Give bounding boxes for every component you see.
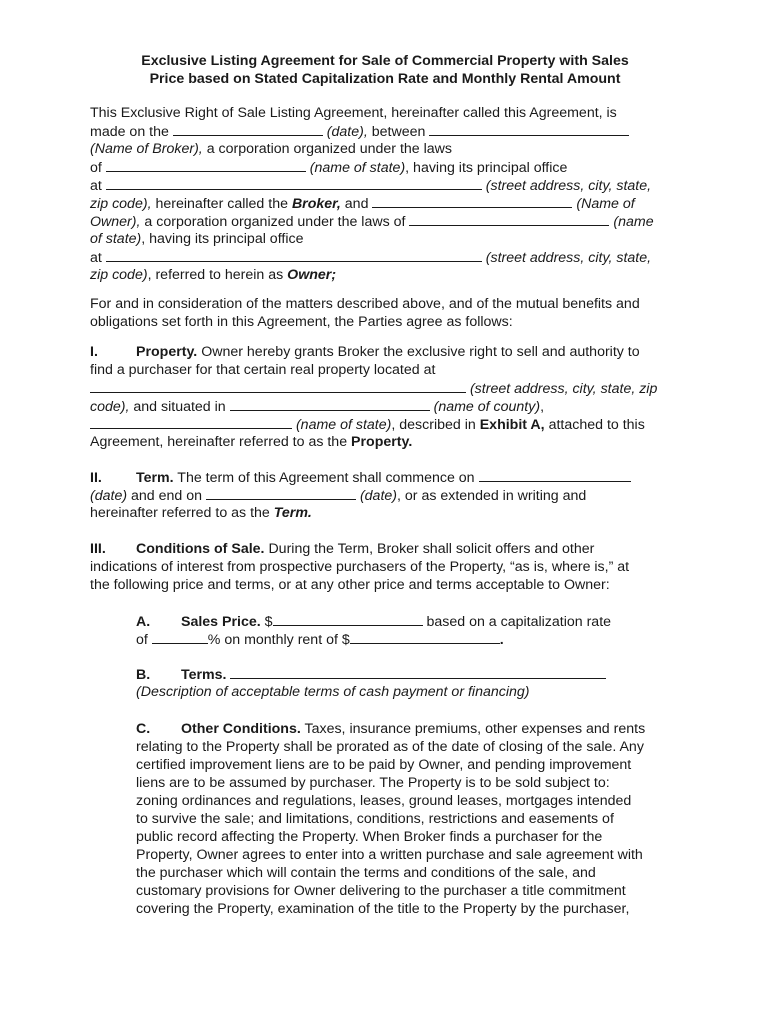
- intro-text: of state): [90, 231, 142, 247]
- subsection-heading: Other Conditions.: [181, 721, 301, 737]
- section-text: code),: [90, 399, 130, 415]
- section-text: (name of county): [433, 399, 541, 415]
- title-line-2: Price based on Stated Capitalization Rate and Monthly Rental Amount: [149, 71, 621, 87]
- section-text: During the Term, Broker shall solicit offers and other: [268, 541, 595, 557]
- intro-paragraph: [90, 104, 680, 284]
- subsection-text: (Description of acceptable terms of cash payment or financing): [136, 684, 530, 700]
- subsection-text: Taxes, insurance premiums, other expenses and rents: [304, 721, 646, 737]
- section-text: (date): [359, 488, 397, 504]
- section-number: I.: [90, 344, 98, 360]
- intro-text: (Name of Broker),: [90, 141, 203, 157]
- terms-blank[interactable]: [230, 665, 606, 679]
- intro-text: Owner),: [90, 214, 141, 230]
- broker-name-blank[interactable]: [429, 122, 629, 136]
- intro-text: (street address, city, state,: [485, 178, 652, 194]
- intro-text: (name: [613, 214, 654, 230]
- monthly-rent-blank[interactable]: [350, 630, 500, 644]
- subsection-heading: Sales Price.: [181, 614, 261, 630]
- section-text: and end on: [131, 488, 203, 504]
- date-blank[interactable]: [173, 122, 323, 136]
- intro-text: zip code),: [90, 196, 152, 212]
- subsection-text: to survive the sale; and limitations, conditions, restrictions and easements of: [136, 811, 614, 827]
- intro-text: at: [90, 250, 102, 266]
- broker-state-blank[interactable]: [106, 158, 306, 172]
- section-text: , described in: [391, 417, 476, 433]
- subsection-text: based on a capitalization rate: [426, 614, 612, 630]
- start-date-blank[interactable]: [479, 468, 631, 482]
- intro-text: (Name of: [576, 196, 635, 212]
- consideration-text: obligations set forth in this Agreement, the Parties agree as follows:: [90, 314, 513, 330]
- subsection-heading: Terms.: [181, 667, 227, 683]
- intro-text: at: [90, 178, 102, 194]
- intro-text: , having its principal office: [141, 231, 304, 247]
- subsection-letter: A.: [136, 614, 151, 630]
- section-heading: Conditions of Sale.: [136, 541, 265, 557]
- subsection-text: zoning ordinances and regulations, leases, ground leases, mortgages intended: [136, 793, 632, 809]
- section-text: find a purchaser for that certain real property located at: [90, 362, 436, 378]
- section-text: ,: [540, 399, 545, 415]
- intro-text: Owner;: [287, 267, 337, 283]
- county-blank[interactable]: [230, 397, 430, 411]
- subsection-text: liens are to be assumed by purchaser. The Property is to be sold subject to:: [136, 775, 610, 791]
- subsection-text: .: [499, 632, 504, 648]
- section-text: Property.: [351, 434, 413, 450]
- broker-address-blank[interactable]: [106, 176, 482, 190]
- intro-text: (date),: [326, 124, 368, 140]
- subsection-sales-price: [136, 612, 681, 648]
- subsection-text: the purchaser which will contain the terms and conditions of the sale, and: [136, 865, 596, 881]
- consideration-text: For and in consideration of the matters described above, and of the mutual benefits and: [90, 296, 640, 312]
- subsection-text: Property, Owner agrees to enter into a written purchase and sale agreement with: [136, 847, 643, 863]
- intro-text: a corporation organized under the laws of: [144, 214, 406, 230]
- section-text: hereinafter referred to as the: [90, 505, 270, 521]
- document-title: [90, 52, 680, 88]
- section-term: [90, 468, 680, 522]
- property-address-blank[interactable]: [90, 379, 466, 393]
- section-conditions-of-sale: [90, 540, 680, 594]
- section-number: III.: [90, 541, 106, 557]
- section-number: II.: [90, 470, 102, 486]
- section-text: The term of this Agreement shall commence on: [177, 470, 475, 486]
- section-text: (date): [90, 488, 128, 504]
- section-text: indications of interest from prospective purchasers of the Property, “as is, where is,” at: [90, 559, 630, 575]
- end-date-blank[interactable]: [206, 486, 356, 500]
- section-text: and situated in: [133, 399, 226, 415]
- subsection-other-conditions: [136, 720, 681, 918]
- section-text: Owner hereby grants Broker the exclusive right to sell and authority to: [201, 344, 640, 360]
- section-text: , or as extended in writing and: [397, 488, 587, 504]
- section-text: (name of state): [295, 417, 392, 433]
- intro-text: a corporation organized under the laws: [206, 141, 452, 157]
- section-text: (street address, city, state, zip: [469, 381, 658, 397]
- subsection-text: public record affecting the Property. When Broker finds a purchaser for the: [136, 829, 603, 845]
- subsection-letter: B.: [136, 667, 151, 683]
- intro-text: (name of state): [309, 160, 406, 176]
- section-text: Agreement, hereinafter referred to as the: [90, 434, 348, 450]
- subsection-terms: [136, 665, 681, 701]
- section-text: the following price and terms, or at any other price and terms acceptable to Owner:: [90, 577, 610, 593]
- subsection-text: customary provisions for Owner delivering to the purchaser a title commitment: [136, 883, 626, 899]
- intro-text: made on the: [90, 124, 169, 140]
- owner-address-blank[interactable]: [106, 248, 482, 262]
- section-property: [90, 343, 680, 451]
- consideration-paragraph: [90, 295, 680, 331]
- subsection-text: relating to the Property shall be prorated as of the date of closing of the sale. Any: [136, 739, 644, 755]
- intro-text: and: [344, 196, 369, 212]
- subsection-letter: C.: [136, 721, 151, 737]
- subsection-text: of: [136, 632, 148, 648]
- subsection-text: covering the Property, examination of the title to the Property by the purchaser,: [136, 901, 630, 917]
- intro-text: zip code): [90, 267, 148, 283]
- title-line-1: Exclusive Listing Agreement for Sale of Commercial Property with Sales: [141, 53, 629, 69]
- intro-text: , having its principal office: [405, 160, 568, 176]
- intro-text: , referred to herein as: [147, 267, 284, 283]
- section-heading: Term.: [136, 470, 174, 486]
- intro-text: Broker,: [291, 196, 341, 212]
- property-state-blank[interactable]: [90, 415, 292, 429]
- intro-text: (street address, city, state,: [485, 250, 652, 266]
- subsection-text: certified improvement liens are to be paid by Owner, and pending improvement: [136, 757, 632, 773]
- cap-rate-blank[interactable]: [152, 630, 208, 644]
- section-text: attached to this: [548, 417, 645, 433]
- subsection-text: $: [264, 614, 273, 630]
- section-text: Term.: [273, 505, 312, 521]
- subsection-text: % on monthly rent of $: [207, 632, 350, 648]
- owner-name-blank[interactable]: [372, 194, 572, 208]
- section-heading: Property.: [136, 344, 198, 360]
- intro-text: between: [371, 124, 426, 140]
- intro-text: This Exclusive Right of Sale Listing Agreement, hereinafter called this Agreement, is: [90, 105, 617, 121]
- intro-text: hereinafter called the: [155, 196, 288, 212]
- section-text: Exhibit A,: [479, 417, 545, 433]
- sales-price-blank[interactable]: [273, 612, 423, 626]
- owner-state-blank[interactable]: [409, 212, 609, 226]
- intro-text: of: [90, 160, 102, 176]
